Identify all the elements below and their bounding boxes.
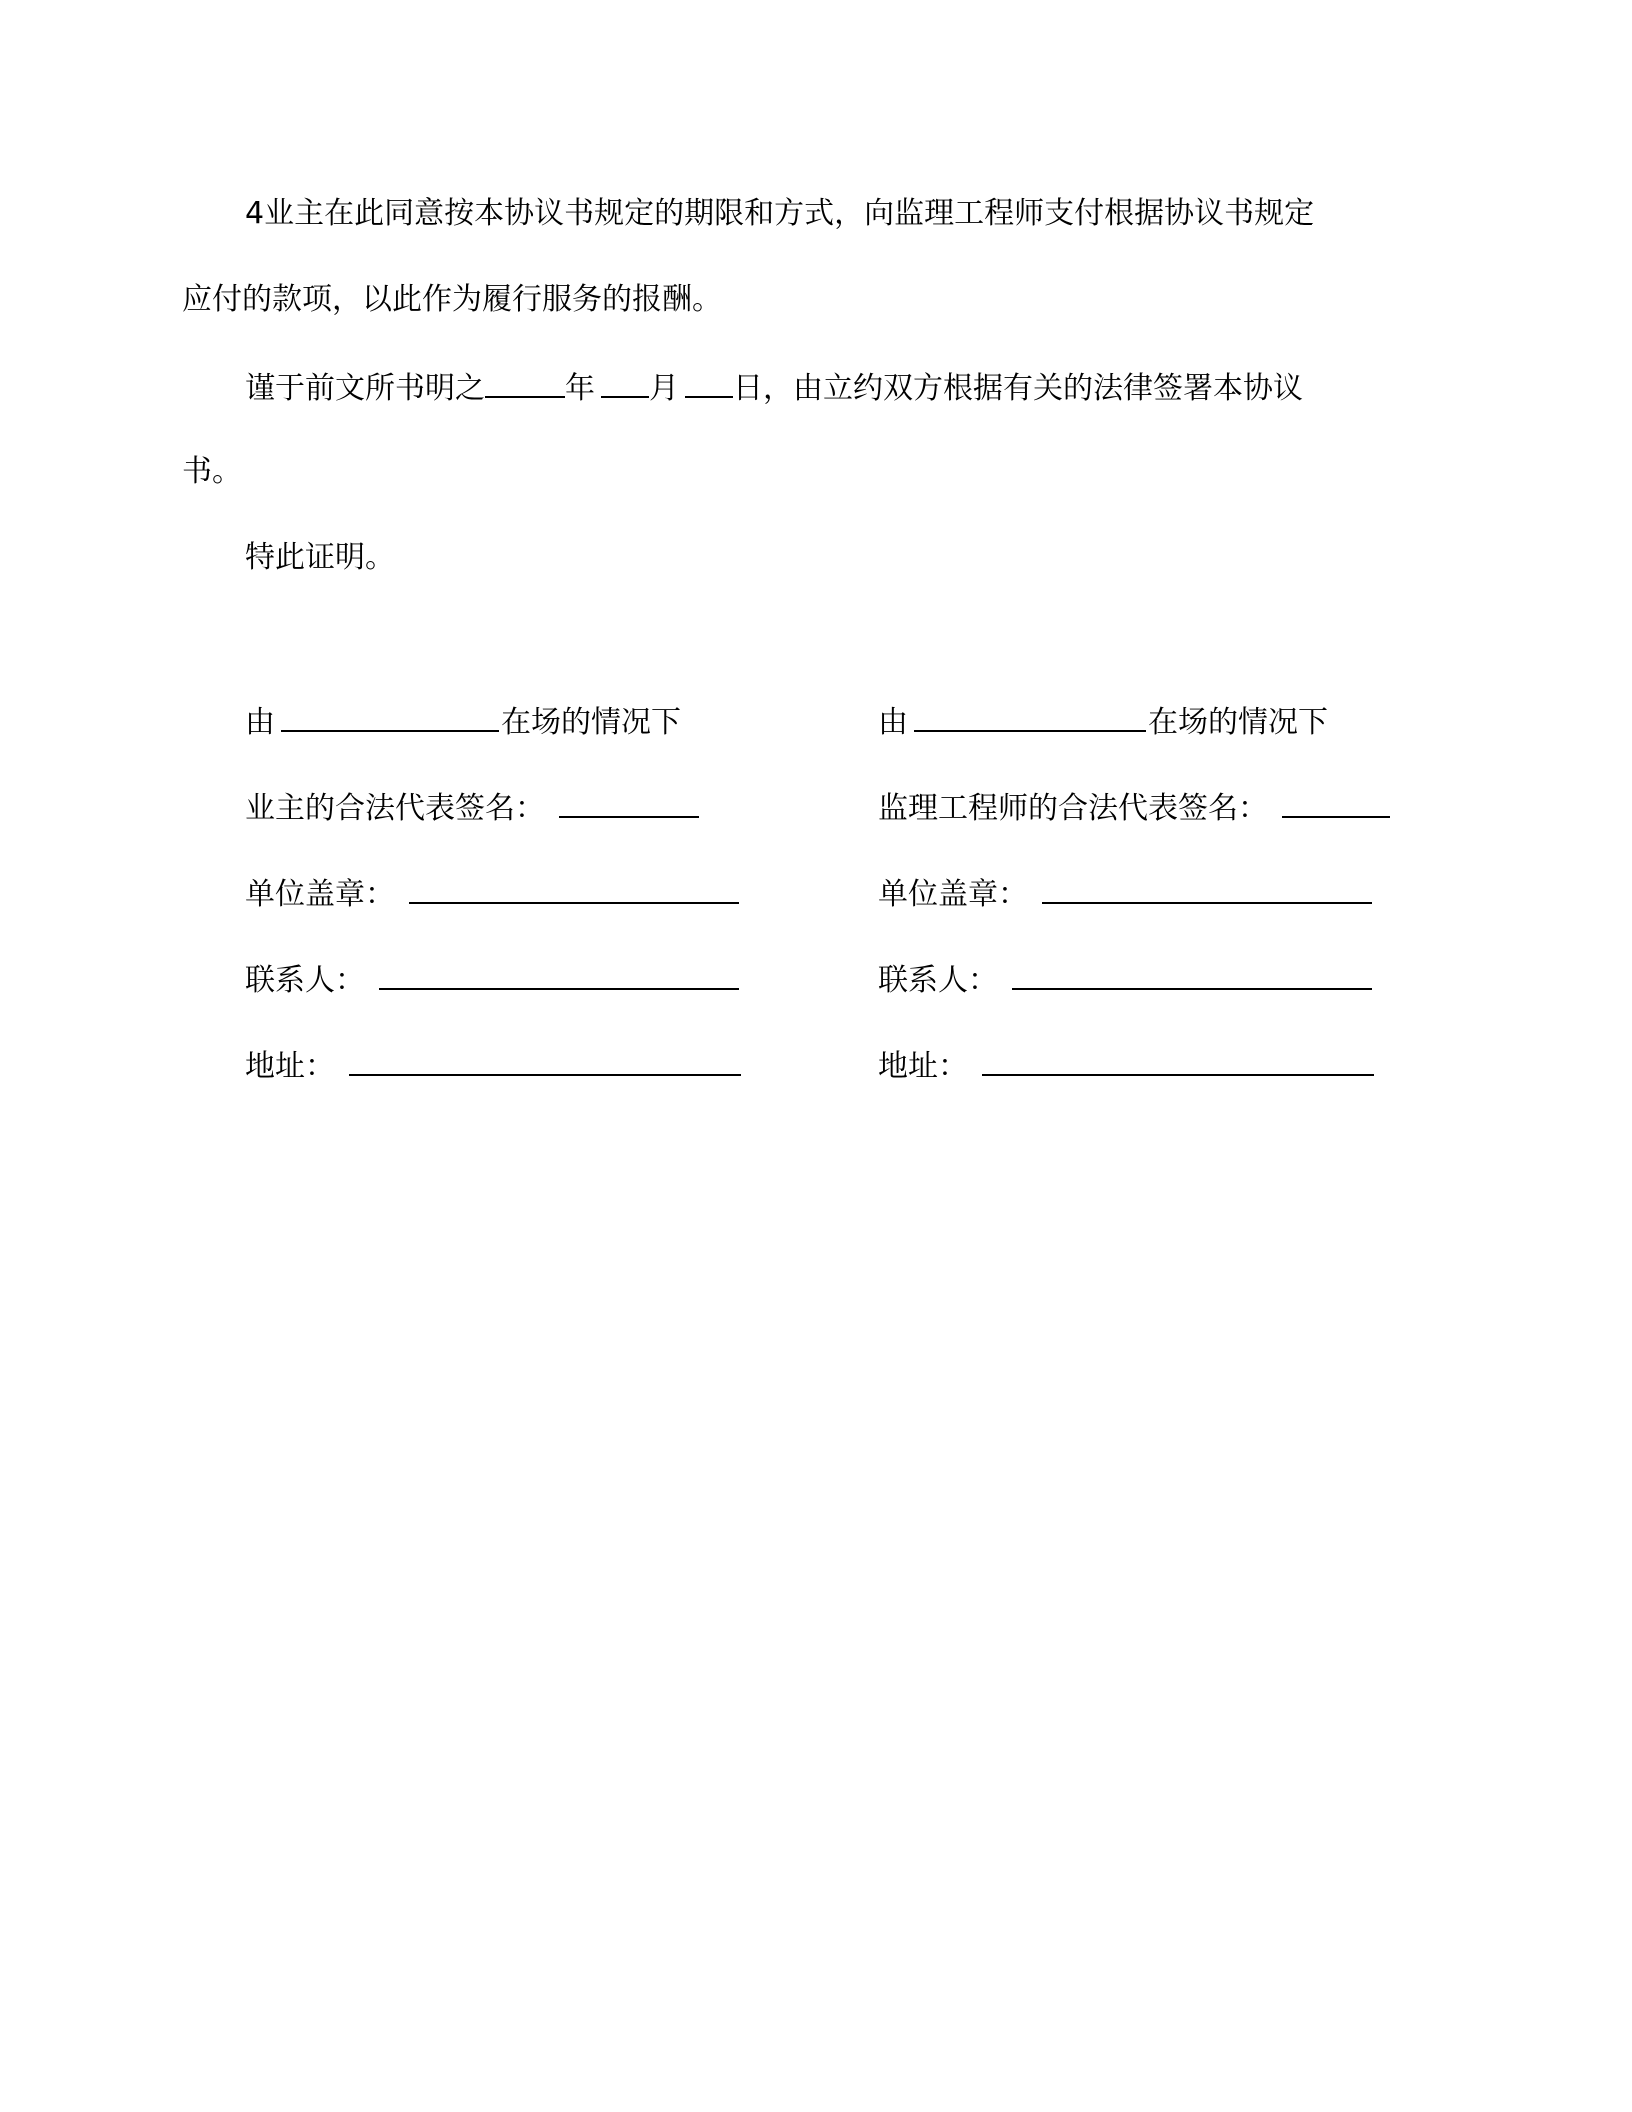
right-seal-blank[interactable]	[1042, 872, 1372, 904]
right-witness-row	[878, 700, 1328, 743]
right-witness-prefix: 由	[878, 705, 908, 740]
right-address-label: 地址：	[878, 1049, 968, 1084]
right-seal-label: 单位盖章：	[878, 877, 1028, 912]
left-witness-blank[interactable]	[281, 700, 499, 732]
year-blank[interactable]	[485, 366, 565, 398]
left-address-blank[interactable]	[349, 1044, 741, 1076]
left-witness-row	[245, 700, 681, 743]
left-seal-blank[interactable]	[409, 872, 739, 904]
right-witness-blank[interactable]	[914, 700, 1146, 732]
left-contact-row	[245, 958, 739, 1001]
right-contact-label: 联系人：	[878, 963, 998, 998]
left-witness-suffix: 在场的情况下	[501, 705, 681, 740]
day-blank[interactable]	[685, 366, 733, 398]
paragraph-payment-line1	[245, 194, 1314, 234]
right-contact-blank[interactable]	[1012, 958, 1372, 990]
left-seal-label: 单位盖章：	[245, 877, 395, 912]
paragraph-payment-text1: 4业主在此同意按本协议书规定的期限和方式，向监理工程师支付根据协议书规定	[245, 196, 1315, 231]
right-signature-blank[interactable]	[1282, 786, 1390, 818]
left-signature-row	[245, 786, 699, 829]
right-seal-row	[878, 872, 1372, 915]
left-witness-prefix: 由	[245, 705, 275, 740]
month-blank[interactable]	[601, 366, 649, 398]
paragraph-certify	[245, 538, 395, 578]
left-address-label: 地址：	[245, 1049, 335, 1084]
right-address-blank[interactable]	[982, 1044, 1374, 1076]
right-signature-label: 监理工程师的合法代表签名：	[878, 791, 1268, 826]
date-suffix-text: 日，由立约双方根据有关的法律签署本协议	[733, 371, 1303, 406]
paragraph-date-line1	[245, 366, 1303, 409]
date-prefix-text: 谨于前文所书明之	[245, 371, 485, 406]
left-signature-blank[interactable]	[559, 786, 699, 818]
right-signature-row	[878, 786, 1390, 829]
paragraph-payment-line2	[182, 280, 722, 320]
paragraph-certify-text: 特此证明。	[245, 540, 395, 575]
right-address-row	[878, 1044, 1374, 1087]
left-signature-label: 业主的合法代表签名：	[245, 791, 545, 826]
paragraph-date-text2: 书。	[182, 454, 242, 489]
left-seal-row	[245, 872, 739, 915]
paragraph-payment-text2: 应付的款项，以此作为履行服务的报酬。	[182, 282, 722, 317]
left-contact-label: 联系人：	[245, 963, 365, 998]
month-label: 月	[649, 371, 679, 406]
right-witness-suffix: 在场的情况下	[1148, 705, 1328, 740]
left-address-row	[245, 1044, 741, 1087]
paragraph-date-line2	[182, 452, 242, 492]
left-contact-blank[interactable]	[379, 958, 739, 990]
right-contact-row	[878, 958, 1372, 1001]
year-label: 年	[565, 371, 595, 406]
